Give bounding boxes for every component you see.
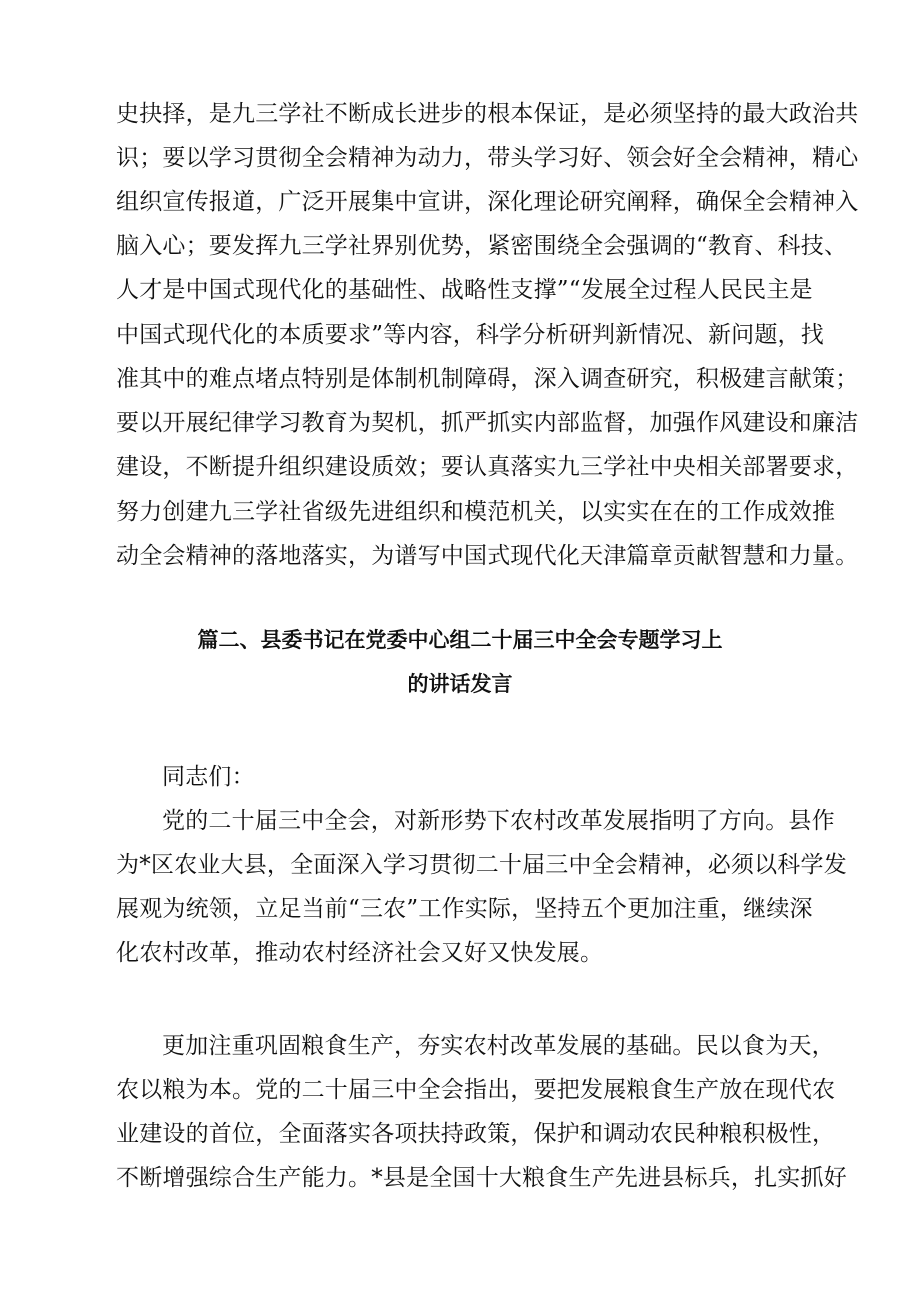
paragraph-2-line: 不断增强综合生产能力。*县是全国十大粮食生产先进县标兵，扎实抓好: [116, 1165, 847, 1191]
paragraph-2-line: 更加注重巩固粮食生产，夯实农村改革发展的基础。民以食为天，: [162, 1033, 835, 1059]
body-text-line: 中国式现代化的本质要求”等内容，科学分析研判新情况、新问题，找: [116, 322, 824, 348]
paragraph-2-line: 农以粮为本。党的二十届三中全会指出，要把发展粮食生产放在现代农: [116, 1077, 836, 1103]
body-text-line: 要以开展纪律学习教育为契机，抓严抓实内部监督，加强作风建设和廉洁: [116, 410, 859, 436]
body-text-line: 建设，不断提升组织建设质效；要认真落实九三学社中央相关部署要求，: [116, 454, 859, 480]
section-title-line-2: 的讲话发言: [407, 672, 513, 696]
body-text-line: 努力创建九三学社省级先进组织和模范机关，以实实在在的工作成效推: [116, 499, 836, 525]
salutation: 同志们：: [162, 764, 255, 790]
section-title-line-1: 篇二、县委书记在党委中心组二十届三中全会专题学习上: [197, 628, 723, 652]
body-text-line: 人才是中国式现代化的基础性、战略性支撑”“发展全过程人民民主是: [116, 277, 813, 303]
body-text-line: 动全会精神的落地落实，为谱写中国式现代化天津篇章贡献智慧和力量。: [116, 543, 859, 569]
paragraph-1-line: 化农村改革，推动农村经济社会又好又快发展。: [116, 940, 604, 966]
body-text-line: 脑入心；要发挥九三学社界别优势，紧密围绕全会强调的“教育、科技、: [116, 233, 848, 259]
paragraph-2-line: 业建设的首位，全面落实各项扶持政策，保护和调动农民种粮积极性，: [116, 1121, 836, 1147]
body-text-line: 组织宣传报道，广泛开展集中宣讲，深化理论研究阐释，确保全会精神入: [116, 189, 859, 215]
body-text-line: 史抉择，是九三学社不断成长进步的根本保证，是必须坚持的最大政治共: [116, 101, 859, 127]
paragraph-1-line: 为*区农业大县，全面深入学习贯彻二十届三中全会精神，必须以科学发: [116, 852, 847, 878]
body-text-line: 准其中的难点堵点特别是体制机制障碍，深入调查研究，积极建言献策；: [116, 366, 859, 392]
paragraph-1-line: 党的二十届三中全会，对新形势下农村改革发展指明了方向。县作: [162, 808, 835, 834]
paragraph-1-line: 展观为统领，立足当前“三农”工作实际，坚持五个更加注重，继续深: [116, 896, 813, 922]
body-text-line: 识；要以学习贯彻全会精神为动力，带头学习好、领会好全会精神，精心: [116, 145, 859, 171]
